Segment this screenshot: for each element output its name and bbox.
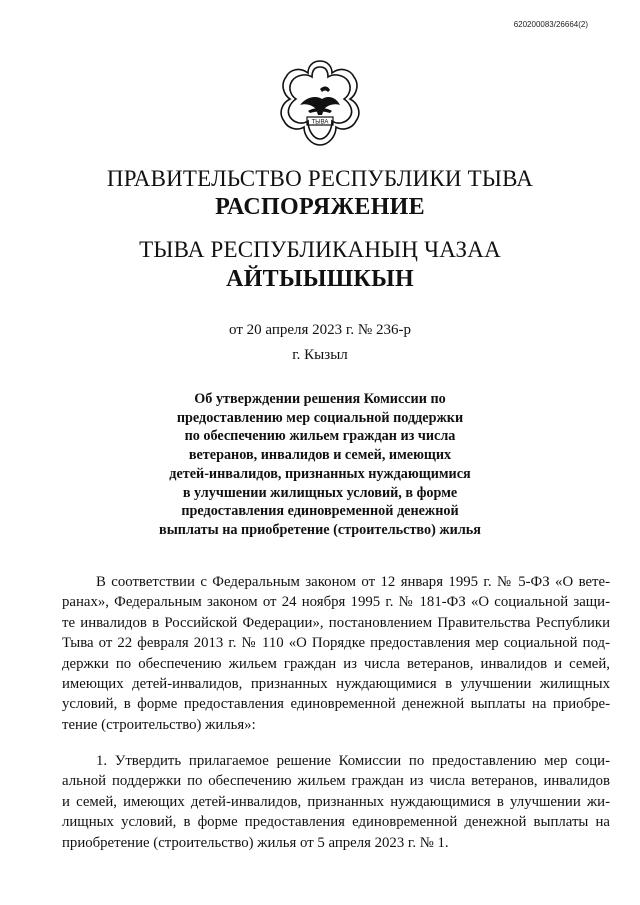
paragraph-line: те инвалидов в Российской Федерации», постановлением Правительства Республики [62,614,610,631]
paragraph-line: и семей, имеющих детей-инвалидов, признанных нуждающимися в улучшении жи- [62,793,610,810]
document-date-number: от 20 апреля 2023 г. № 236-р [229,322,411,338]
title-line: предоставлению мер социальной поддержки [176,409,464,426]
emblem-banner-text: ТЫВА [311,119,329,126]
clause-1-paragraph [62,751,610,853]
government-name-tv: ТЫВА РЕСПУБЛИКАНЫҢ ЧАЗАА [139,237,501,262]
paragraph-line: ранах», Федеральным законом от 24 ноября 1995 г. № 181-ФЗ «О социальной защи- [62,594,610,611]
paragraph-line: Тыва от 22 февраля 2013 г. № 110 «О Порядке предоставления мер социальной под- [62,635,610,652]
title-line: в улучшении жилищных условий, в форме [182,484,458,501]
document-type-ru: РАСПОРЯЖЕНИЕ [215,194,425,220]
paragraph-line: имеющих детей-инвалидов, признанных нуждающимися в улучшении жилищных [62,675,610,692]
title-line: Об утверждении решения Комиссии по [194,391,446,407]
paragraph-line: В соответствии с Федеральным законом от 12 января 1995 г. № 5-ФЗ «О вете- [96,574,610,590]
title-line: детей-инвалидов, признанных нуждающимися [169,465,471,482]
paragraph-line: альной поддержки по обеспечению жильем граждан из числа ветеранов, инвалидов [62,773,610,790]
paragraph-line: держки по обеспечению жильем граждан из числа ветеранов, инвалидов и семей, [62,655,610,672]
document-id: 620200083/26664(2) [513,20,588,29]
title-line: предоставления единовременной денежной [181,503,459,520]
paragraph-line: 1. Утвердить прилагаемое решение Комиссии по предоставлению мер соци- [96,753,610,769]
title-line: выплаты на приобретение (строительство) жилья [159,521,481,538]
tuva-coat-of-arms-icon [270,55,370,155]
document-type-tv: АЙТЫЫШКЫН [226,266,414,292]
document-title [140,390,500,540]
title-line: по обеспечению жильем граждан из числа [184,428,456,445]
government-name-ru: ПРАВИТЕЛЬСТВО РЕСПУБЛИКИ ТЫВА [106,166,534,191]
preamble-paragraph [62,572,610,735]
paragraph-line: тение (строительство) жилья»: [62,716,256,733]
document-city: г. Кызыл [292,347,348,363]
title-line: ветеранов, инвалидов и семей, имеющих [188,447,452,464]
paragraph-line: приобретение (строительство) жилья от 5 апреля 2023 г. № 1. [62,834,449,851]
paragraph-line: лищных условий, в форме предоставления единовременной денежной выплаты на [62,814,610,831]
paragraph-line: условий, в форме предоставления единовременной денежной выплаты на приобре- [62,696,610,713]
